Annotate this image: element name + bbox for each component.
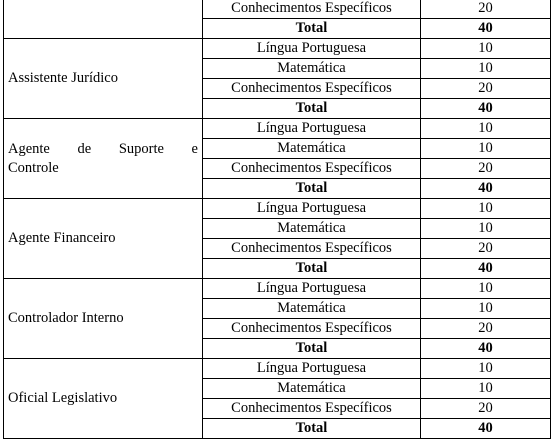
qty-cell: 20: [421, 79, 551, 99]
qty-cell: 10: [421, 299, 551, 319]
subject-cell: Conhecimentos Específicos: [203, 239, 421, 259]
cargo-cell: [4, 0, 203, 39]
qty-cell: 10: [421, 219, 551, 239]
qty-cell: 10: [421, 279, 551, 299]
cargo-cell: Agente Financeiro: [4, 199, 203, 279]
subject-cell: Matemática: [203, 59, 421, 79]
qty-cell: 10: [421, 119, 551, 139]
total-label-cell: Total: [203, 419, 421, 439]
qty-cell: 10: [421, 359, 551, 379]
subject-cell: Matemática: [203, 219, 421, 239]
qty-cell: 20: [421, 239, 551, 259]
total-label-cell: Total: [203, 19, 421, 39]
total-qty-cell: 40: [421, 19, 551, 39]
subject-cell: Língua Portuguesa: [203, 199, 421, 219]
subject-cell: Língua Portuguesa: [203, 359, 421, 379]
table-row: [4, 279, 551, 299]
exam-table: [3, 0, 551, 439]
qty-cell: 20: [421, 0, 551, 19]
subject-cell: Língua Portuguesa: [203, 279, 421, 299]
table-row: [4, 0, 551, 19]
qty-cell: 20: [421, 319, 551, 339]
table-row: [4, 39, 551, 59]
subject-cell: Matemática: [203, 299, 421, 319]
total-qty-cell: 40: [421, 179, 551, 199]
total-label-cell: Total: [203, 179, 421, 199]
qty-cell: 10: [421, 59, 551, 79]
total-qty-cell: 40: [421, 339, 551, 359]
subject-cell: Língua Portuguesa: [203, 39, 421, 59]
subject-cell: Matemática: [203, 139, 421, 159]
table-row: [4, 359, 551, 379]
cargo-cell: [4, 119, 203, 199]
subject-cell: Conhecimentos Específicos: [203, 399, 421, 419]
subject-cell: Conhecimentos Específicos: [203, 79, 421, 99]
total-qty-cell: 40: [421, 419, 551, 439]
cargo-cell: Controlador Interno: [4, 279, 203, 359]
subject-cell: Língua Portuguesa: [203, 119, 421, 139]
subject-cell: Conhecimentos Específicos: [203, 319, 421, 339]
cargo-line-2: Controle: [8, 159, 59, 176]
subject-cell: Conhecimentos Específicos: [203, 159, 421, 179]
cargo-cell: Oficial Legislativo: [4, 359, 203, 439]
table-row: [4, 199, 551, 219]
qty-cell: 10: [421, 139, 551, 159]
total-qty-cell: 40: [421, 99, 551, 119]
qty-cell: 10: [421, 199, 551, 219]
table-row: [4, 119, 551, 139]
total-qty-cell: 40: [421, 259, 551, 279]
cargo-line-1: Agente de Suporte e: [8, 140, 198, 157]
total-label-cell: Total: [203, 339, 421, 359]
subject-cell: Conhecimentos Específicos: [203, 0, 421, 19]
total-label-cell: Total: [203, 99, 421, 119]
qty-cell: 10: [421, 379, 551, 399]
total-label-cell: Total: [203, 259, 421, 279]
qty-cell: 20: [421, 399, 551, 419]
qty-cell: 20: [421, 159, 551, 179]
qty-cell: 10: [421, 39, 551, 59]
cargo-cell: Assistente Jurídico: [4, 39, 203, 119]
subject-cell: Matemática: [203, 379, 421, 399]
